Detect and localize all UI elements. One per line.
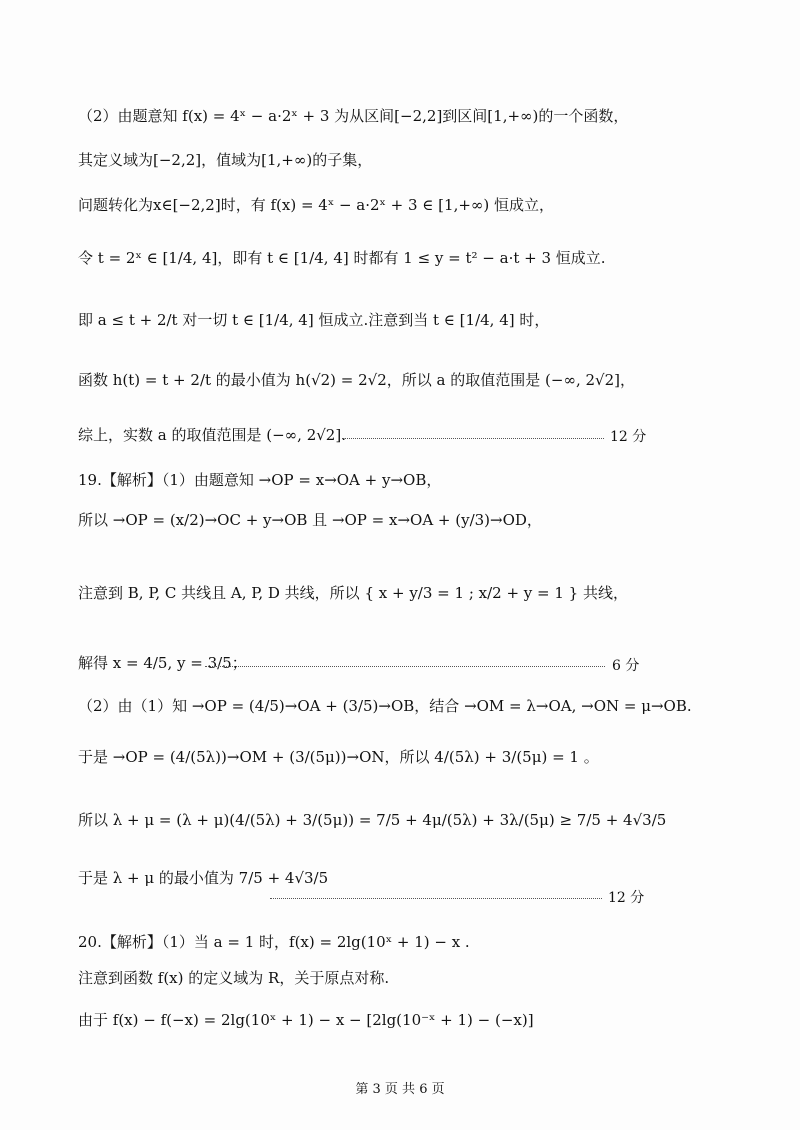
line-op-mn: 于是 →OP = (4/(5λ))→OM + (3/(5μ))→ON，所以 4/(5λ) + 3/(5μ) = 1 。: [78, 748, 599, 766]
line-q19-heading: 19.【解析】（1）由题意知 →OP = x→OA + y→OB，: [78, 471, 442, 489]
score-mark: 12 分: [610, 429, 647, 445]
line-problem-transform: 问题转化为x∈[−2,2]时，有 f(x) = 4ˣ − a·2ˣ + 3 ∈ [1,+∞) 恒成立，: [78, 196, 555, 214]
score-leader-dots: [205, 666, 605, 667]
line-inequality: 即 a ≤ t + 2/t 对一切 t ∈ [1/4, 4] 恒成立.注意到当 t ∈ [1/4, 4] 时，: [78, 311, 550, 329]
line-domain: 其定义域为[−2,2]，值域为[1,+∞)的子集，: [78, 151, 373, 169]
line-difference: 由于 f(x) − f(−x) = 2lg(10ˣ + 1) − x − [2lg(10⁻ˣ + 1) − (−x)]: [78, 1011, 534, 1029]
line-solution-xy: 解得 x = 4/5, y = 3/5；: [78, 654, 247, 672]
line-conclusion-q18: 综上，实数 a 的取值范围是 (−∞, 2√2].: [78, 426, 346, 444]
line-domain-symmetric: 注意到函数 f(x) 的定义域为 R，关于原点对称.: [78, 969, 390, 987]
page-footer: 第 3 页 共 6 页: [355, 1082, 445, 1097]
line-q19-part2: （2）由（1）知 →OP = (4/5)→OA + (3/5)→OB，结合 →OM = λ→OA, →ON = μ→OB.: [78, 697, 692, 715]
score-mark: 6 分: [612, 658, 640, 674]
line-collinear-system: 注意到 B, P, C 共线且 A, P, D 共线，所以 { x + y/3 = 1 ; x/2 + y = 1 } 共线，: [78, 584, 628, 602]
line-minimum-h: 函数 h(t) = t + 2/t 的最小值为 h(√2) = 2√2，所以 a 的取值范围是 (−∞, 2√2]，: [78, 371, 635, 389]
score-mark: 12 分: [608, 890, 645, 906]
line-op-expression: 所以 →OP = (x/2)→OC + y→OB 且 →OP = x→OA + (y/3)→OD，: [78, 511, 542, 529]
line-substitution: 令 t = 2ˣ ∈ [1/4, 4]，即有 t ∈ [1/4, 4] 时都有 1 ≤ y = t² − a·t + 3 恒成立.: [78, 249, 606, 267]
line-q18-part2-intro: （2）由题意知 f(x) = 4ˣ − a·2ˣ + 3 为从区间[−2,2]到区间[1,+∞)的一个函数，: [78, 107, 629, 125]
line-q20-heading: 20.【解析】（1）当 a = 1 时，f(x) = 2lg(10ˣ + 1) − x .: [78, 933, 470, 951]
line-lambda-mu-min: 于是 λ + μ 的最小值为 7/5 + 4√3/5: [78, 869, 329, 887]
score-leader-dots: [270, 898, 602, 899]
score-leader-dots: [342, 438, 604, 439]
line-lambda-mu-bound: 所以 λ + μ = (λ + μ)(4/(5λ) + 3/(5μ)) = 7/5 + 4μ/(5λ) + 3λ/(5μ) ≥ 7/5 + 4√3/5: [78, 811, 667, 829]
